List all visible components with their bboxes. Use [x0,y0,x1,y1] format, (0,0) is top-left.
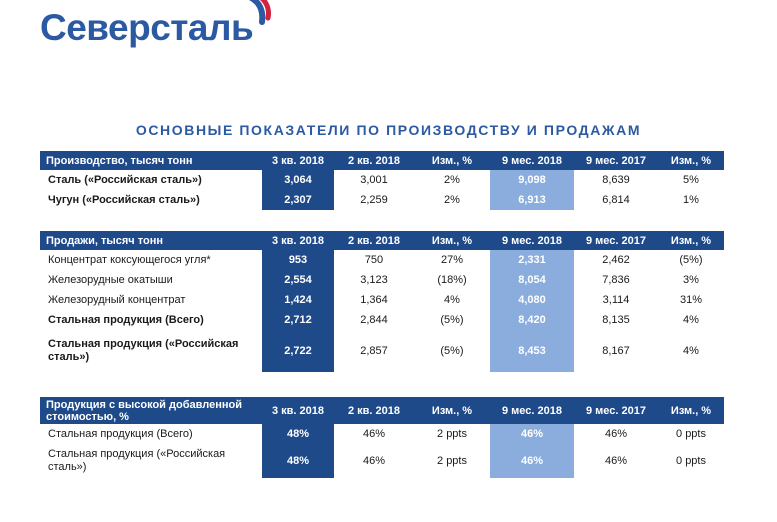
header-cell: 3 кв. 2018 [262,231,334,250]
cell-9m-2017: 46% [604,455,628,467]
table-header-row [40,231,724,250]
cell-change-q: (18%) [437,274,467,286]
cell-change-q: 2% [444,194,460,206]
sales-table [40,231,724,372]
cell-change-9m: 5% [683,174,699,186]
header-cell: Изм., % [414,397,490,424]
header-cell: 9 мес. 2017 [574,397,658,424]
header-cell: 2 кв. 2018 [334,151,414,170]
header-cell: 3 кв. 2018 [262,397,334,424]
cell-9m-2018: 8,453 [490,330,574,372]
cell-change-9m: 31% [679,294,703,306]
row-label: Железорудный концентрат [48,293,186,306]
table-row [40,170,724,190]
header-cell: 9 мес. 2017 [574,151,658,170]
header-cell: Продажи, тысяч тонн [40,231,262,250]
cell-change-9m: 4% [683,345,699,357]
cell-change-q: 2 ppts [437,428,467,440]
table-row [40,424,724,444]
row-label: Стальная продукция (Всего) [48,427,193,440]
table-row [40,444,724,478]
logo-text: Северсталь [40,7,254,48]
cell-q3-2018: 2,722 [262,330,334,372]
cell-9m-2018: 8,054 [490,270,574,290]
cell-change-9m: 3% [683,274,699,286]
table-row [40,290,724,310]
cell-9m-2017: 46% [604,428,628,440]
header-cell: Продукция с высокой добавленной стоимостью, % [40,397,262,424]
production-table [40,151,724,210]
cell-q2-2018: 2,259 [360,194,388,206]
table-row [40,270,724,290]
cell-9m-2017: 7,836 [602,274,630,286]
cell-change-q: 2% [444,174,460,186]
row-label: Стальная продукция («Российская сталь») [48,448,226,473]
cell-q3-2018: 2,554 [262,270,334,290]
table-header-row [40,151,724,170]
cell-q2-2018: 2,844 [360,314,388,326]
cell-change-q: 2 ppts [437,455,467,467]
cell-q2-2018: 750 [364,254,384,266]
cell-change-9m: 0 ppts [676,428,706,440]
cell-q3-2018: 3,064 [262,170,334,190]
cell-q3-2018: 48% [262,444,334,478]
table-row [40,190,724,210]
cell-9m-2017: 6,814 [602,194,630,206]
header-cell: 9 мес. 2018 [490,397,574,424]
cell-q3-2018: 48% [262,424,334,444]
cell-change-q: 27% [440,254,464,266]
cell-9m-2018: 9,098 [490,170,574,190]
row-label: Железорудные окатыши [48,273,173,286]
cell-9m-2018: 46% [490,444,574,478]
page-title: ОСНОВНЫЕ ПОКАЗАТЕЛИ ПО ПРОИЗВОДСТВУ И ПРОДАЖАМ [135,122,642,138]
cell-change-q: (5%) [440,345,464,357]
cell-9m-2018: 8,420 [490,310,574,330]
cell-9m-2018: 4,080 [490,290,574,310]
header-cell: 2 кв. 2018 [334,397,414,424]
cell-q3-2018: 1,424 [262,290,334,310]
header-cell: Изм., % [414,231,490,250]
cell-change-q: (5%) [440,314,464,326]
cell-9m-2017: 3,114 [602,294,630,306]
cell-9m-2017: 8,135 [602,314,630,326]
header-cell: 2 кв. 2018 [334,231,414,250]
cell-q3-2018: 953 [262,250,334,270]
table-row [40,330,724,372]
row-label: Стальная продукция (Всего) [48,313,204,326]
header-cell: 9 мес. 2018 [490,151,574,170]
header-cell: Изм., % [658,231,724,250]
cell-q3-2018: 2,712 [262,310,334,330]
cell-q2-2018: 46% [362,428,386,440]
value-added-table [40,397,724,478]
cell-9m-2017: 8,639 [602,174,630,186]
cell-q3-2018: 2,307 [262,190,334,210]
table-row [40,310,724,330]
logo-mark-icon [238,0,274,28]
cell-change-q: 4% [444,294,460,306]
cell-change-9m: (5%) [679,254,703,266]
cell-change-9m: 4% [683,314,699,326]
header-cell: 9 мес. 2017 [574,231,658,250]
row-label: Концентрат коксующегося угля* [48,253,211,266]
cell-q2-2018: 46% [362,455,386,467]
cell-q2-2018: 3,123 [360,274,388,286]
cell-change-9m: 1% [683,194,699,206]
row-label: Стальная продукция («Российская сталь») [48,338,239,363]
row-label: Чугун («Российская сталь») [48,193,200,206]
table-row [40,250,724,270]
cell-q2-2018: 1,364 [360,294,388,306]
row-label: Сталь («Российская сталь») [48,173,202,186]
severstal-logo [40,6,253,50]
header-cell: 3 кв. 2018 [262,151,334,170]
cell-9m-2017: 8,167 [602,345,630,357]
header-cell: Производство, тысяч тонн [40,151,262,170]
header-cell: Изм., % [414,151,490,170]
header-cell: Изм., % [658,151,724,170]
header-cell: Изм., % [658,397,724,424]
cell-9m-2018: 46% [490,424,574,444]
cell-9m-2018: 6,913 [490,190,574,210]
cell-q2-2018: 2,857 [360,345,388,357]
header-cell: 9 мес. 2018 [490,231,574,250]
cell-change-9m: 0 ppts [676,455,706,467]
cell-9m-2017: 2,462 [602,254,630,266]
table-header-row [40,397,724,424]
cell-9m-2018: 2,331 [490,250,574,270]
cell-q2-2018: 3,001 [360,174,388,186]
